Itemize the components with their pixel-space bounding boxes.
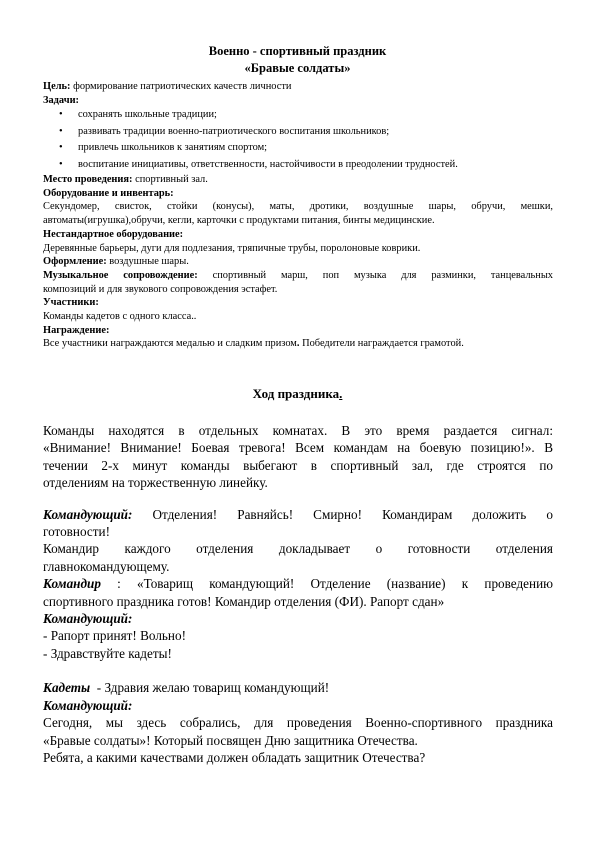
goal-line <box>43 80 553 94</box>
music-line <box>43 269 553 283</box>
music-text-line: композиций и для звукового сопровождения эстафет. <box>43 283 278 295</box>
document-title: Военно - спортивный праздник <box>208 44 387 58</box>
award-label: Награждение: <box>43 324 110 336</box>
narrative-line: течении 2-х минут команды выбегают в спортивный зал, где строятся по <box>43 457 553 473</box>
narrative-line: - Рапорт принят! Вольно! <box>43 628 186 644</box>
music-text: спортивный марш, поп музыка для разминки, танцевальных <box>197 269 554 281</box>
speaker-label: Кадеты <box>43 680 91 696</box>
list-item: • сохранять школьные традиции; <box>43 107 553 123</box>
narrative-line: «Бравые солдаты»! Который посвящен Дню защитника Отечества. <box>43 732 418 748</box>
equipment-label: Оборудование и инвентарь: <box>43 187 174 199</box>
speech-text: Отделения! Равняйсь! Смирно! Командирам доложить о <box>132 506 553 522</box>
award-text-part: Победители награждается грамотой. <box>299 338 464 350</box>
participants-text: Команды кадетов с одного класса.. <box>43 311 197 323</box>
list-item: • развивать традиции военно-патриотического воспитания школьников; <box>43 124 553 140</box>
narrative-line: - Здравствуйте кадеты! <box>43 645 172 661</box>
narrative-line <box>43 506 553 523</box>
narrative-line <box>43 575 553 592</box>
speaker-label: Командующий: <box>43 611 133 627</box>
speaker-label: Командир <box>43 576 101 592</box>
narrative-line: готовности! <box>43 524 110 540</box>
award-text <box>43 337 553 351</box>
narrative-line: Сегодня, мы здесь собрались, для проведения Военно-спортивного праздника <box>43 715 553 731</box>
equipment-text-line: автоматы(игрушка),обручи, кегли, карточки с продуктами питания, бинты медицинские. <box>43 215 435 227</box>
decoration-text: воздушные шары. <box>106 256 189 268</box>
list-item: • привлечь школьников к занятиям спортом; <box>43 140 553 156</box>
narrative-line: отделениям на торжественную линейку. <box>43 475 268 491</box>
speech-text: - Здравия желаю товарищ командующий! <box>90 680 330 696</box>
speaker-label: Командующий: <box>43 506 133 522</box>
narrative-line: Командир каждого отделения докладывает о готовности отделения <box>43 541 553 557</box>
goal-label: Цель: <box>43 81 71 92</box>
section-heading <box>0 386 595 402</box>
section-heading-text: Ход праздника <box>252 386 340 401</box>
music-label: Музыкальное сопровождение: <box>43 269 198 281</box>
nonstandard-label: Нестандартное оборудование: <box>43 228 184 240</box>
narrative-line: Команды находятся в отдельных комнатах. В это время раздается сигнал: <box>43 423 553 438</box>
speech-text: : «Товарищ командующий! Отделение (название) к проведению <box>100 576 553 592</box>
document-subtitle: «Бравые солдаты» <box>244 61 351 75</box>
nonstandard-text: Деревянные барьеры, дуги для подлезания, тряпичные трубы, поролоновые коврики. <box>43 242 421 254</box>
speaker-label: Командующий: <box>43 697 133 713</box>
decoration-line <box>43 255 553 269</box>
tasks-label: Задачи: <box>43 94 80 106</box>
section-heading-suffix: . <box>339 386 343 401</box>
award-text-dot: . <box>296 338 300 350</box>
decoration-label: Оформление: <box>43 256 107 268</box>
goal-text: формирование патриотических качеств личности <box>70 81 292 92</box>
equipment-text-line: Секундомер, свисток, стойки (конусы), маты, дротики, воздушные шары, обручи, мешки, <box>43 201 553 213</box>
spacer <box>43 492 553 506</box>
metadata-block <box>43 80 553 351</box>
narrative-line: «Внимание! Внимание! Боевая тревога! Всем командам на боевую позицию!». В <box>43 440 553 456</box>
award-text-part: Все участники награждаются медалью и сладким призом <box>43 338 297 350</box>
narrative-line: главнокомандующему. <box>43 558 170 574</box>
venue-line <box>43 173 553 187</box>
narrative-line: Ребята, а какими качествами должен обладать защитник Отечества? <box>43 749 426 765</box>
narrative-line <box>43 679 553 696</box>
venue-text: спортивный зал. <box>132 174 208 186</box>
spacer <box>43 662 553 679</box>
tasks-list <box>43 107 553 173</box>
list-item: • воспитание инициативы, ответственности, настойчивости в преодолении трудностей. <box>43 157 553 173</box>
venue-label: Место проведения: <box>43 174 133 186</box>
narrative-line: спортивного праздника готов! Командир отделения (ФИ). Рапорт сдан» <box>43 593 445 609</box>
participants-label: Участники: <box>43 297 99 309</box>
narrative-block <box>43 422 553 766</box>
